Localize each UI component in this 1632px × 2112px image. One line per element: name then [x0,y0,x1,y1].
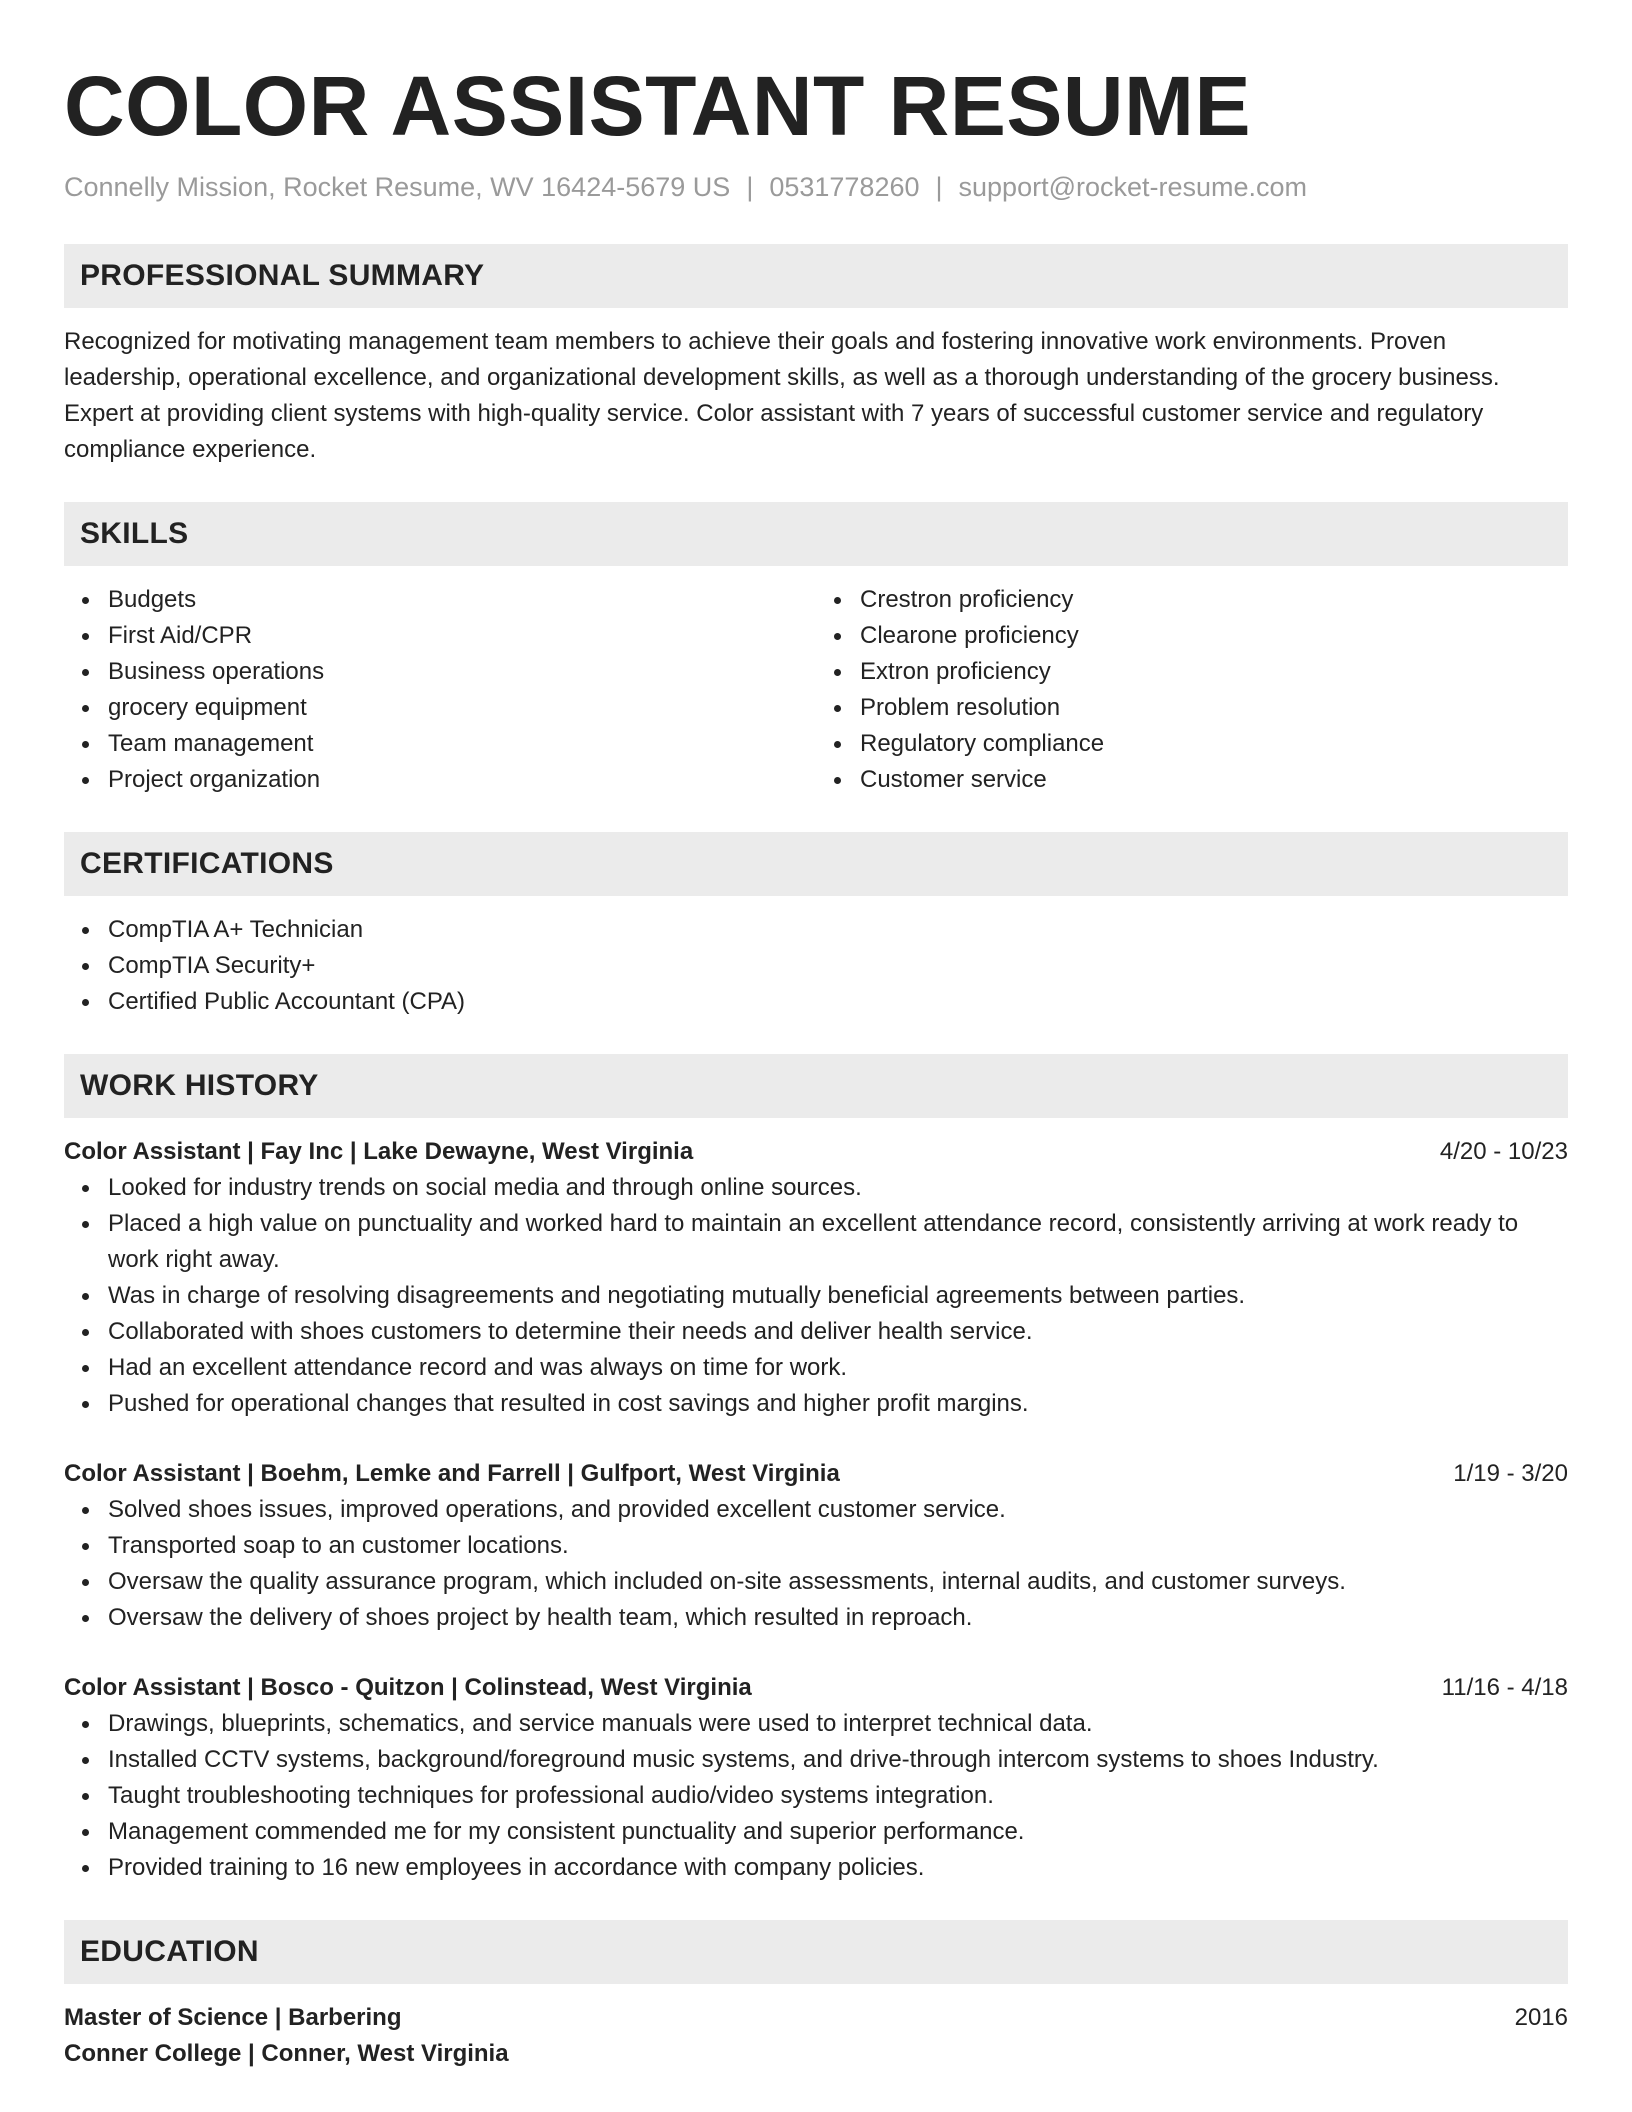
job-bullet: Collaborated with shoes customers to determine their needs and deliver health service. [108,1314,1568,1350]
certifications-list [64,912,1568,1020]
job-entry [64,1456,1568,1636]
job-header [64,1456,1568,1492]
certifications-section [64,832,1568,1020]
job-bullet: Oversaw the delivery of shoes project by health team, which resulted in reproach. [108,1600,1568,1636]
job-bullet: Pushed for operational changes that resulted in cost savings and higher profit margins. [108,1386,1568,1422]
section-heading-work-history: WORK HISTORY [64,1054,1568,1118]
skill-item: Extron proficiency [860,654,1568,690]
job-bullet: Management commended me for my consistent punctuality and superior performance. [108,1814,1568,1850]
certification-item: Certified Public Accountant (CPA) [108,984,1568,1020]
section-heading-skills: SKILLS [64,502,1568,566]
education-section [64,1920,1568,2072]
job-entry [64,1134,1568,1422]
job-bullets [64,1706,1568,1886]
job-dates: 1/19 - 3/20 [1453,1460,1568,1487]
education-entry [64,2000,1568,2072]
job-bullet: Had an excellent attendance record and was always on time for work. [108,1350,1568,1386]
contact-line [64,170,1568,204]
job-bullet: Solved shoes issues, improved operations, and provided excellent customer service. [108,1492,1568,1528]
job-bullet: Taught troubleshooting techniques for professional audio/video systems integration. [108,1778,1568,1814]
work-history-section [64,1054,1568,1886]
job-bullet: Drawings, blueprints, schematics, and service manuals were used to interpret technical data. [108,1706,1568,1742]
summary-section [64,244,1568,468]
contact-separator: | [746,172,754,202]
skill-item: Project organization [108,762,816,798]
contact-email[interactable]: support@rocket-resume.com [958,172,1308,202]
skill-item: Budgets [108,582,816,618]
skill-item: First Aid/CPR [108,618,816,654]
skill-item: Crestron proficiency [860,582,1568,618]
section-heading-certifications: CERTIFICATIONS [64,832,1568,896]
job-bullet: Was in charge of resolving disagreements and negotiating mutually beneficial agreements between parties. [108,1278,1568,1314]
section-heading-education: EDUCATION [64,1920,1568,1984]
resume-title: COLOR ASSISTANT RESUME [64,59,1252,153]
skill-item: grocery equipment [108,690,816,726]
skill-item: Problem resolution [860,690,1568,726]
certification-item: CompTIA A+ Technician [108,912,1568,948]
skill-item: Clearone proficiency [860,618,1568,654]
education-school: Conner College | Conner, West Virginia [64,2040,509,2067]
certification-item: CompTIA Security+ [108,948,1568,984]
job-bullet: Oversaw the quality assurance program, which included on-site assessments, internal audits, and customer surveys. [108,1564,1568,1600]
resume-page [64,0,1568,2072]
skills-grid [64,582,1568,798]
job-dates: 4/20 - 10/23 [1439,1138,1568,1165]
job-bullets [64,1492,1568,1636]
skill-item: Customer service [860,762,1568,798]
job-title: Color Assistant | Fay Inc | Lake Dewayne, West Virginia [64,1138,694,1165]
contact-separator: | [935,172,943,202]
job-title: Color Assistant | Bosco - Quitzon | Colinstead, West Virginia [64,1674,752,1701]
section-heading-summary: PROFESSIONAL SUMMARY [64,244,1568,308]
skill-item: Team management [108,726,816,762]
job-bullets [64,1170,1568,1422]
job-header [64,1134,1568,1170]
skill-item: Business operations [108,654,816,690]
skills-list-right [816,582,1568,798]
contact-address: Connelly Mission, Rocket Resume, WV 16424-5679 US [64,172,731,202]
job-bullet: Placed a high value on punctuality and worked hard to maintain an excellent attendance record, consistently arriving at work ready to work right away. [108,1206,1568,1278]
summary-text: Recognized for motivating management team members to achieve their goals and fostering innovative work environments. Proven leadership, operational excellence, and organizational development skills, as well as a thorough understanding of the grocery business. Expert at providing client systems with high-quality service. Color assistant with 7 years of successful customer service and regulatory compliance experience. [64,328,1500,463]
skill-item: Regulatory compliance [860,726,1568,762]
education-year: 2016 [1514,2004,1568,2031]
job-bullet: Transported soap to an customer locations. [108,1528,1568,1564]
education-header [64,2000,1568,2036]
job-bullet: Provided training to 16 new employees in accordance with company policies. [108,1850,1568,1886]
job-bullet: Looked for industry trends on social media and through online sources. [108,1170,1568,1206]
job-header [64,1670,1568,1706]
job-dates: 11/16 - 4/18 [1441,1674,1568,1701]
job-entry [64,1670,1568,1886]
job-bullet: Installed CCTV systems, background/foreground music systems, and drive-through intercom systems to shoes Industry. [108,1742,1568,1778]
job-title: Color Assistant | Boehm, Lemke and Farrell | Gulfport, West Virginia [64,1460,840,1487]
skills-section [64,502,1568,798]
education-degree: Master of Science | Barbering [64,2004,402,2031]
contact-phone: 0531778260 [769,172,920,202]
skills-list-left [64,582,816,798]
